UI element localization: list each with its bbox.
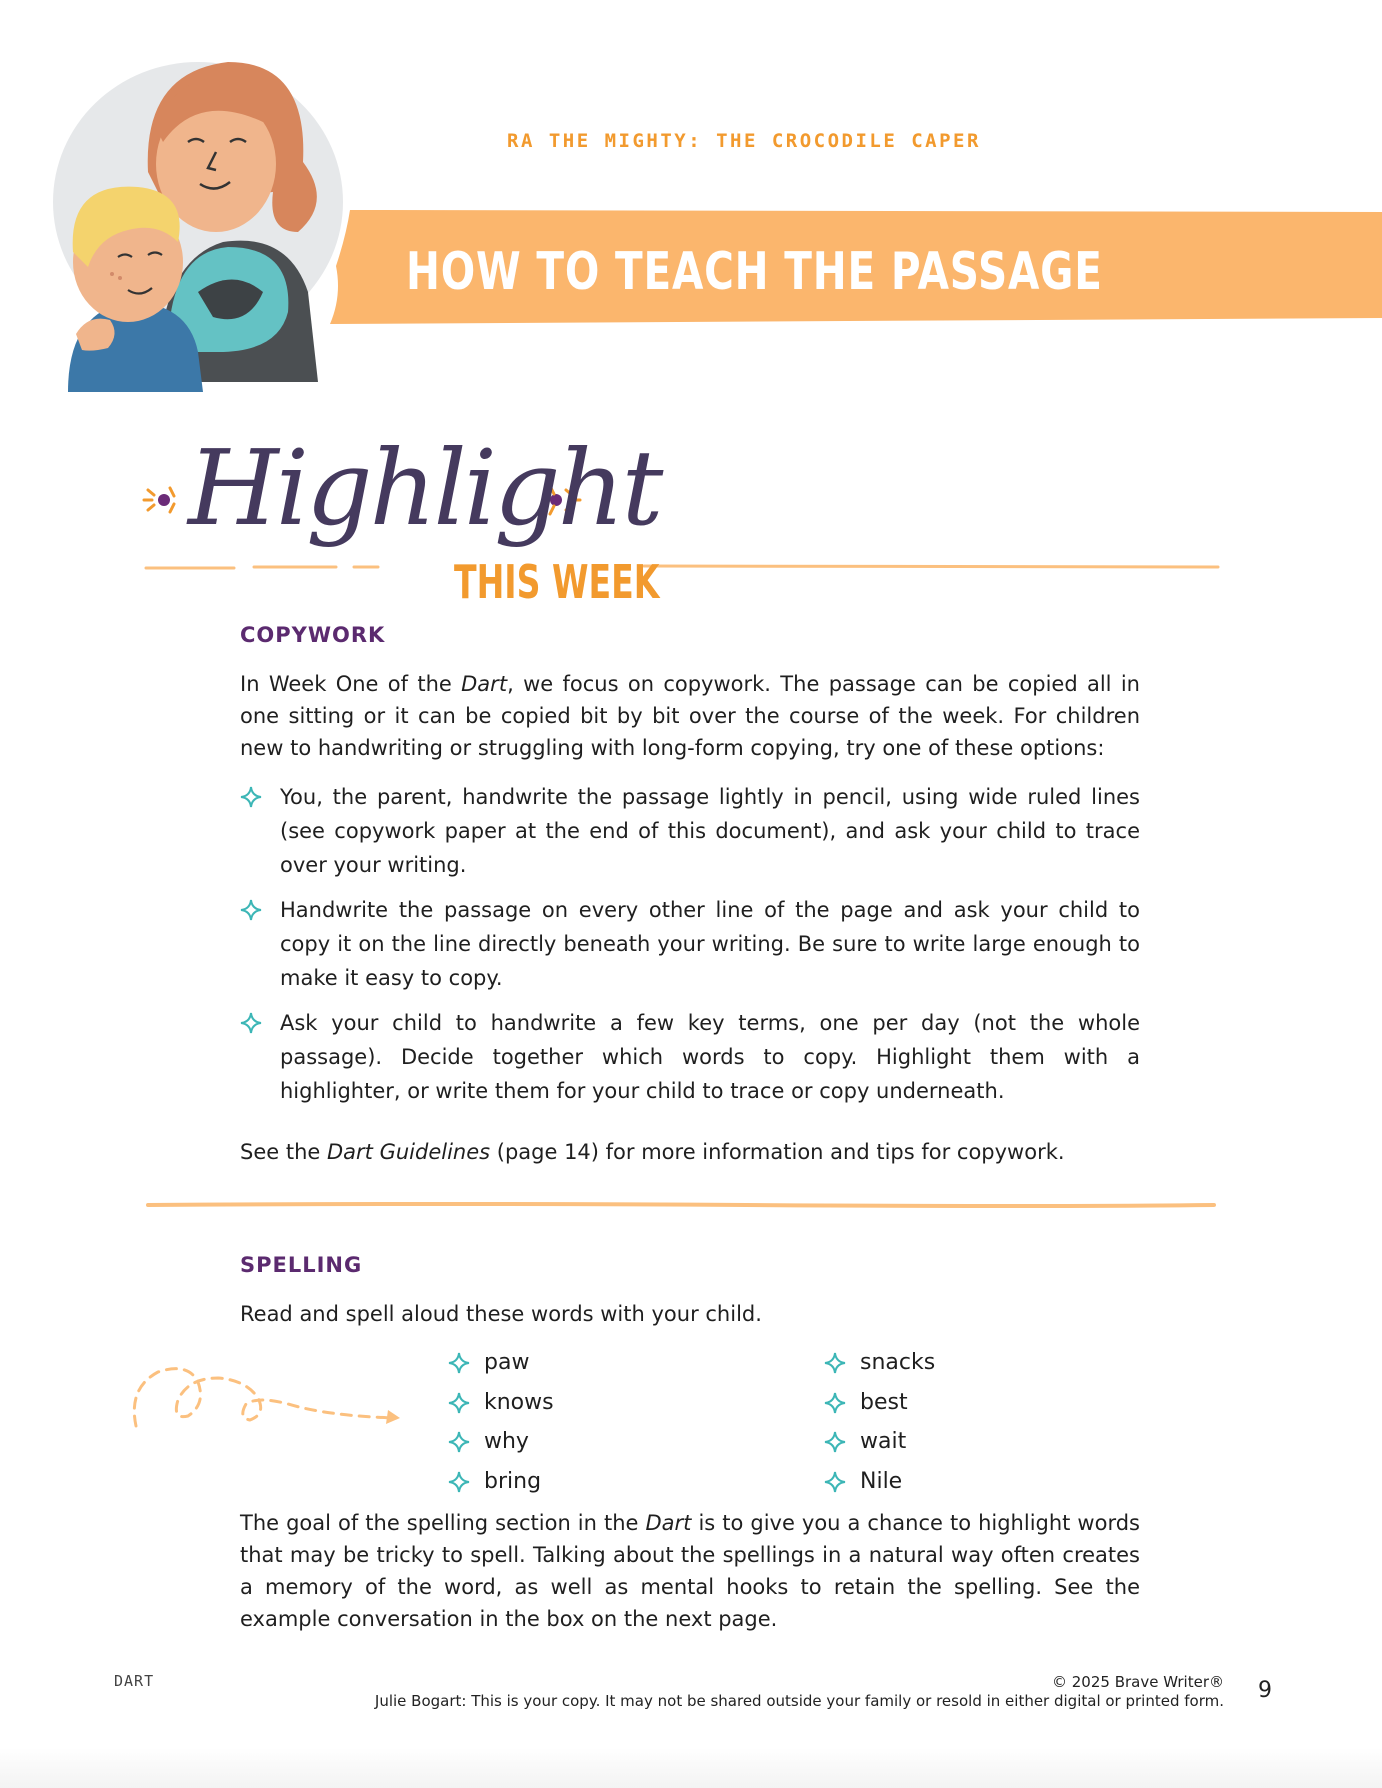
copyright-line: © 2025 Brave Writer® (1051, 1673, 1224, 1691)
diamond-bullet-icon (448, 1392, 470, 1414)
highlight-subtitle: THIS WEEK (454, 555, 660, 609)
diamond-bullet-icon (240, 786, 262, 808)
footer-copyright (375, 1673, 1224, 1711)
copywork-bullet-text: You, the parent, handwrite the passage lightly in pencil, using wide ruled lines (see copywork paper at the end of this document), and ask your child to trace over your writing. (280, 785, 1140, 877)
diamond-bullet-icon (448, 1352, 470, 1374)
spelling-heading: SPELLING (240, 1253, 363, 1277)
series-title: RA THE MIGHTY: THE CROCODILE CAPER (507, 130, 981, 152)
diamond-bullet-icon (240, 1012, 262, 1034)
spelling-word-text: best (860, 1390, 908, 1415)
page-number: 9 (1258, 1678, 1272, 1703)
diamond-bullet-icon (448, 1431, 470, 1453)
spelling-word-text: paw (484, 1350, 530, 1375)
spelling-word-text: Nile (860, 1469, 903, 1494)
copywork-bullet-text: Ask your child to handwrite a few key terms, one per day (not the whole passage). Decide together which words to copy. Highlight them with a highlighter, or write them for your child to trace or copy underneath. (280, 1011, 1140, 1103)
spelling-intro: Read and spell aloud these words with your child. (240, 1302, 762, 1326)
copywork-bullet-text: Handwrite the passage on every other line of the page and ask your child to copy it on the line directly beneath your writing. Be sure to write large enough to make it easy to copy. (280, 898, 1140, 990)
diamond-bullet-icon (240, 899, 262, 921)
footer-product-name: DART (114, 1672, 155, 1690)
spelling-word-text: wait (860, 1429, 907, 1454)
diamond-bullet-icon (824, 1352, 846, 1374)
license-notice: Julie Bogart: This is your copy. It may not be shared outside your family or resold in either digital or printed form. (374, 1692, 1224, 1710)
section-divider (146, 1200, 1216, 1210)
copywork-guidelines-note: See the Dart Guidelines (page 14) for more information and tips for copywork. (240, 1140, 1065, 1164)
spelling-goal: The goal of the spelling section in the Dart is to give you a chance to highlight words that may be tricky to spell. Talking about the spellings in a natural way often creates a memory of the word, as well as mental hooks to retain the spelling. See the example conversation in the box on the next page. (240, 1511, 1140, 1631)
parent-child-illustration (48, 52, 368, 392)
spelling-word-text: why (484, 1429, 529, 1454)
copywork-heading: COPYWORK (240, 623, 386, 647)
highlight-title: Highlight (188, 427, 661, 549)
diamond-bullet-icon (824, 1471, 846, 1493)
diamond-bullet-icon (824, 1431, 846, 1453)
spelling-word-text: snacks (860, 1350, 936, 1375)
diamond-bullet-icon (824, 1392, 846, 1414)
spelling-word-text: bring (484, 1469, 542, 1494)
page-bottom-shade (0, 1748, 1382, 1788)
spelling-word-text: knows (484, 1390, 554, 1415)
banner-title: HOW TO TEACH THE PASSAGE (406, 242, 1103, 302)
dashed-arrow-decoration (128, 1358, 408, 1438)
copywork-intro: In Week One of the Dart, we focus on copywork. The passage can be copied all in one sitting or it can be copied bit by bit over the course of the week. For children new to handwriting or struggling with long-form copying, try one of these options: (240, 672, 1140, 760)
diamond-bullet-icon (448, 1471, 470, 1493)
